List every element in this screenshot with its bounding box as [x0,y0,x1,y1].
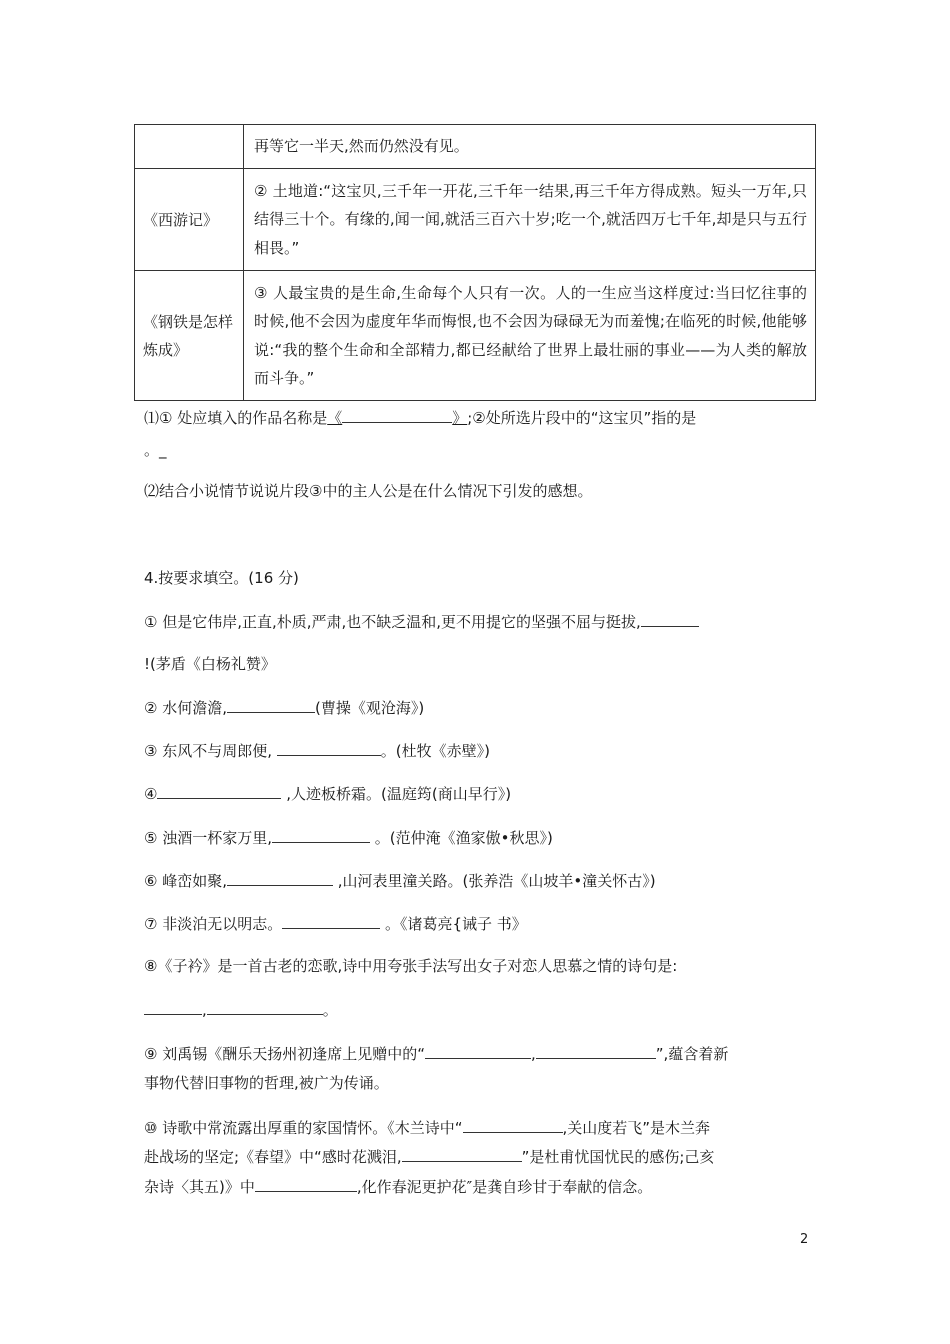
answer-blank[interactable] [277,739,381,756]
q4-item-7: ⑦ 非淡泊无以明志。 。《诸葛亮{诫子 书》 [144,912,527,935]
q4-item-9-cont: 事物代替旧事物的哲理,被广为传诵。 [144,1074,389,1092]
q4-item-1-cont: !(茅盾《白杨礼赞》 [144,655,276,673]
q4-item-5: ⑤ 浊酒一杯家万里, 。(范仲淹《渔家傲•秋思》) [144,826,553,849]
answer-blank[interactable] [402,1145,522,1162]
q4-heading: 4.按要求填空。(16 分) [144,569,299,587]
q4-item-8: ⑧《子衿》是一首古老的恋歌,诗中用夸张手法写出女子对恋人思慕之情的诗句是: [144,957,678,975]
answer-blank[interactable] [536,1042,656,1059]
q4-item-8-cont: , 。 [144,998,338,1021]
q4-item-1: ① 但是它伟岸,正直,朴质,严肃,也不缺乏温和,更不用提它的坚强不屈与挺拔, [144,610,699,633]
table-row [135,271,816,401]
q4-item-6: ⑥ 峰峦如聚, ,山河表里潼关路。(张养浩《山坡羊•潼关怀古》) [144,869,656,892]
q4-item-10-cont2: 杂诗〈其五)》中 ,化作春泥更护花″是龚自珍甘于奉献的信念。 [144,1175,652,1198]
q3-part1-cont: 。_ [144,441,167,459]
excerpt-cell: 再等它一半天,然而仍然没有见。 [244,125,816,169]
work-name-cell: 《钢铁是怎样炼成》 [135,271,244,401]
q4-item-10-cont: 赴战场的坚定;《春望》中“感时花溅泪, ”是杜甫忧国忧民的感伤;己亥 [144,1145,714,1168]
q4-item-9: ⑨ 刘禹锡《酬乐天扬州初逢席上见赠中的“ , ”,蕴含着新 [144,1042,728,1065]
q4-item-4: ④ ,人迹板桥霜。(温庭筠(商山早行》) [144,782,511,805]
page-number: 2 [800,1232,809,1247]
answer-blank[interactable] [342,406,452,423]
answer-blank[interactable] [255,1175,357,1192]
answer-blank[interactable] [641,610,699,627]
q4-item-2: ② 水何澹澹, (曹操《观沧海》) [144,696,424,719]
work-name-cell: 《西游记》 [135,169,244,271]
q3-part2: ⑵结合小说情节说说片段③中的主人公是在什么情况下引发的感想。 [144,482,593,500]
answer-blank[interactable] [157,782,281,799]
answer-blank[interactable] [425,1042,531,1059]
q4-item-10: ⑩ 诗歌中常流露出厚重的家国情怀。《木兰诗中“ ,关山度若飞”是木兰奔 [144,1116,710,1139]
works-table [134,124,816,401]
work-name-cell [135,125,244,169]
table-row [135,125,816,169]
q4-item-3: ③ 东风不与周郎便, 。(杜牧《赤壁》) [144,739,490,762]
answer-blank[interactable] [463,1116,563,1133]
answer-blank[interactable] [227,696,315,713]
table-row [135,169,816,271]
excerpt-cell: ③ 人最宝贵的是生命,生命每个人只有一次。人的一生应当这样度过:当曰忆往事的时候,他不会因为虚度年华而悔恨,也不会因为碌碌无为而羞愧;在临死的时候,他能够说:“我的整个生命和全部精力,都已经献给了世界上最壮丽的事业——为人类的解放而斗争。” [244,271,816,401]
answer-blank[interactable] [144,998,202,1015]
excerpt-cell: ② 土地道:“这宝贝,三千年一开花,三千年一结果,再三千年方得成熟。短头一万年,只结得三十个。有缘的,闻一闻,就活三百六十岁;吃一个,就活四万七千年,却是只与五行相畏。” [244,169,816,271]
answer-blank[interactable] [282,912,380,929]
answer-blank[interactable] [207,998,323,1015]
q3-part1: ⑴① 处应填入的作品名称是《 》;②处所选片段中的“这宝贝”指的是 [144,406,696,429]
answer-blank[interactable] [227,869,333,886]
answer-blank[interactable] [272,826,370,843]
